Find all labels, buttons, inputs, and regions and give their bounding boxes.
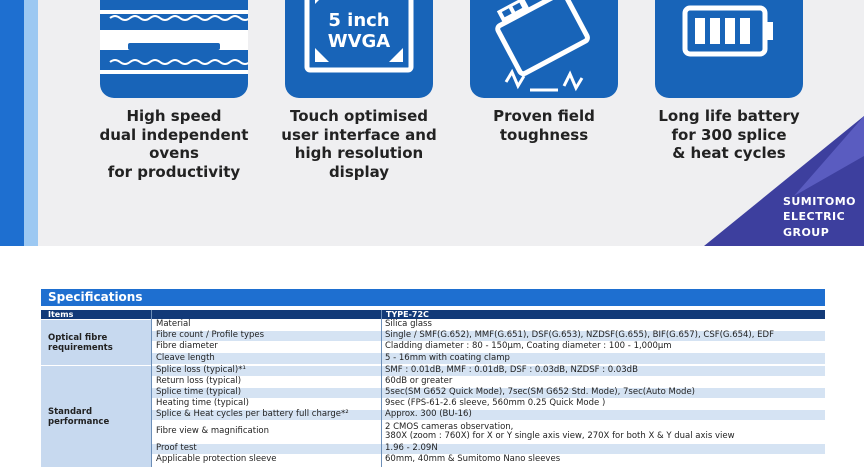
- row-value: 60dB or greater: [385, 376, 453, 387]
- screen-text: 5 inch: [328, 10, 390, 31]
- caption-line: Touch optimised: [290, 107, 428, 125]
- row-value: Silica glass: [385, 319, 432, 330]
- left-accent-bar: [0, 0, 24, 246]
- feature-toughness: [449, 0, 639, 144]
- row-value: Cladding diameter : 80 - 150µm, Coating diameter : 100 - 1,000µm: [385, 341, 672, 352]
- caption-line: High speed: [126, 107, 222, 125]
- battery-icon: [655, 0, 803, 98]
- group-name-line: Standard: [48, 406, 93, 417]
- row-value: Single / SMF(G.652), MMF(G.651), DSF(G.653), NZDSF(G.655), BIF(G.657), CSF(G.654), EDF: [381, 331, 825, 341]
- table-row: [151, 455, 825, 465]
- caption-line: & heat cycles: [672, 144, 786, 162]
- screen-size-label: [285, 10, 433, 52]
- screen-text: WVGA: [327, 31, 391, 52]
- header-model: TYPE-72C: [386, 310, 429, 319]
- row-value: 5 - 16mm with coating clamp: [381, 353, 825, 364]
- row-value-line: 2 CMOS cameras observation,: [385, 421, 514, 432]
- row-label: Return loss (typical): [156, 376, 242, 387]
- table-row: [151, 444, 825, 454]
- row-value-line: 380X (zoom : 760X) for X or Y single axis view, 270X for both X & Y dual axis view: [385, 431, 735, 441]
- row-value: 1.96 - 2.09N: [381, 444, 825, 454]
- brand-line: SUMITOMO: [782, 194, 856, 208]
- table-row: [151, 342, 825, 352]
- header-items: Items: [48, 310, 74, 319]
- specifications-table: [41, 289, 825, 465]
- row-label: Cleave length: [151, 353, 381, 364]
- table-row: [151, 377, 825, 387]
- feature-touchscreen: [264, 0, 454, 181]
- row-value: 5sec(SM G652 Quick Mode), 7sec(SM G652 Std. Mode), 7sec(Auto Mode): [381, 388, 825, 398]
- row-label: Fibre view & magnification: [156, 426, 270, 437]
- feature-dual-ovens: [79, 0, 269, 181]
- row-value: Approx. 300 (BU-16): [381, 410, 825, 420]
- row-label: Fibre count / Profile types: [151, 331, 381, 341]
- table-row: [151, 399, 825, 409]
- group-optical-fibre: [41, 320, 151, 365]
- caption-line: for 300 splice: [671, 125, 787, 144]
- column-divider: [151, 310, 152, 467]
- caption-line: Proven field: [493, 107, 595, 125]
- row-label: Material: [156, 319, 191, 330]
- row-label: Heating time (typical): [156, 398, 249, 409]
- table-row: [151, 410, 825, 420]
- table-header: [41, 310, 825, 319]
- table-row: [151, 388, 825, 398]
- feature-caption: [264, 107, 454, 181]
- caption-line: toughness: [499, 125, 589, 144]
- touchscreen-icon: [285, 0, 433, 98]
- row-label: Splice time (typical): [151, 388, 381, 398]
- group-name-line: requirements: [48, 342, 113, 353]
- table-row: [151, 421, 825, 443]
- group-name-line: performance: [48, 416, 110, 427]
- left-accent-bar-light: [24, 0, 38, 246]
- row-label: Splice loss (typical)*¹: [151, 366, 381, 376]
- row-value: SMF : 0.01dB, MMF : 0.01dB, DSF : 0.03dB, NZDSF : 0.03dB: [381, 366, 825, 376]
- row-value: 60mm, 40mm & Sumitomo Nano sleeves: [385, 454, 561, 465]
- brand-logo-text: [783, 194, 856, 241]
- table-row: [151, 366, 825, 376]
- caption-line: user interface and: [281, 125, 437, 144]
- group-name-line: Optical fibre: [48, 332, 108, 343]
- brand-line: ELECTRIC: [782, 210, 846, 223]
- caption-line: dual independent ovens: [99, 125, 249, 162]
- row-label: Fibre diameter: [156, 341, 218, 352]
- table-row: [151, 353, 825, 364]
- caption-line: for productivity: [107, 162, 241, 181]
- row-value: [381, 421, 825, 443]
- dual-oven-icon: [100, 0, 248, 98]
- table-row: [151, 320, 825, 330]
- rugged-device-icon: [470, 0, 618, 98]
- feature-caption: [79, 107, 269, 181]
- feature-caption: [449, 107, 639, 144]
- group-standard-performance: [41, 366, 151, 467]
- caption-line: high resolution display: [294, 144, 424, 181]
- row-label: Applicable protection sleeve: [156, 454, 277, 465]
- brand-line: GROUP: [782, 225, 830, 239]
- row-label: Splice & Heat cycles per battery full charge*²: [151, 410, 381, 420]
- column-divider: [381, 310, 382, 467]
- table-row: [151, 331, 825, 341]
- specifications-title: Specifications: [41, 289, 825, 306]
- row-label: Proof test: [151, 444, 381, 454]
- caption-line: Long life battery: [658, 107, 800, 125]
- row-value: 9sec (FPS-61-2.6 sleeve, 560mm 0.25 Quick Mode ): [385, 398, 606, 409]
